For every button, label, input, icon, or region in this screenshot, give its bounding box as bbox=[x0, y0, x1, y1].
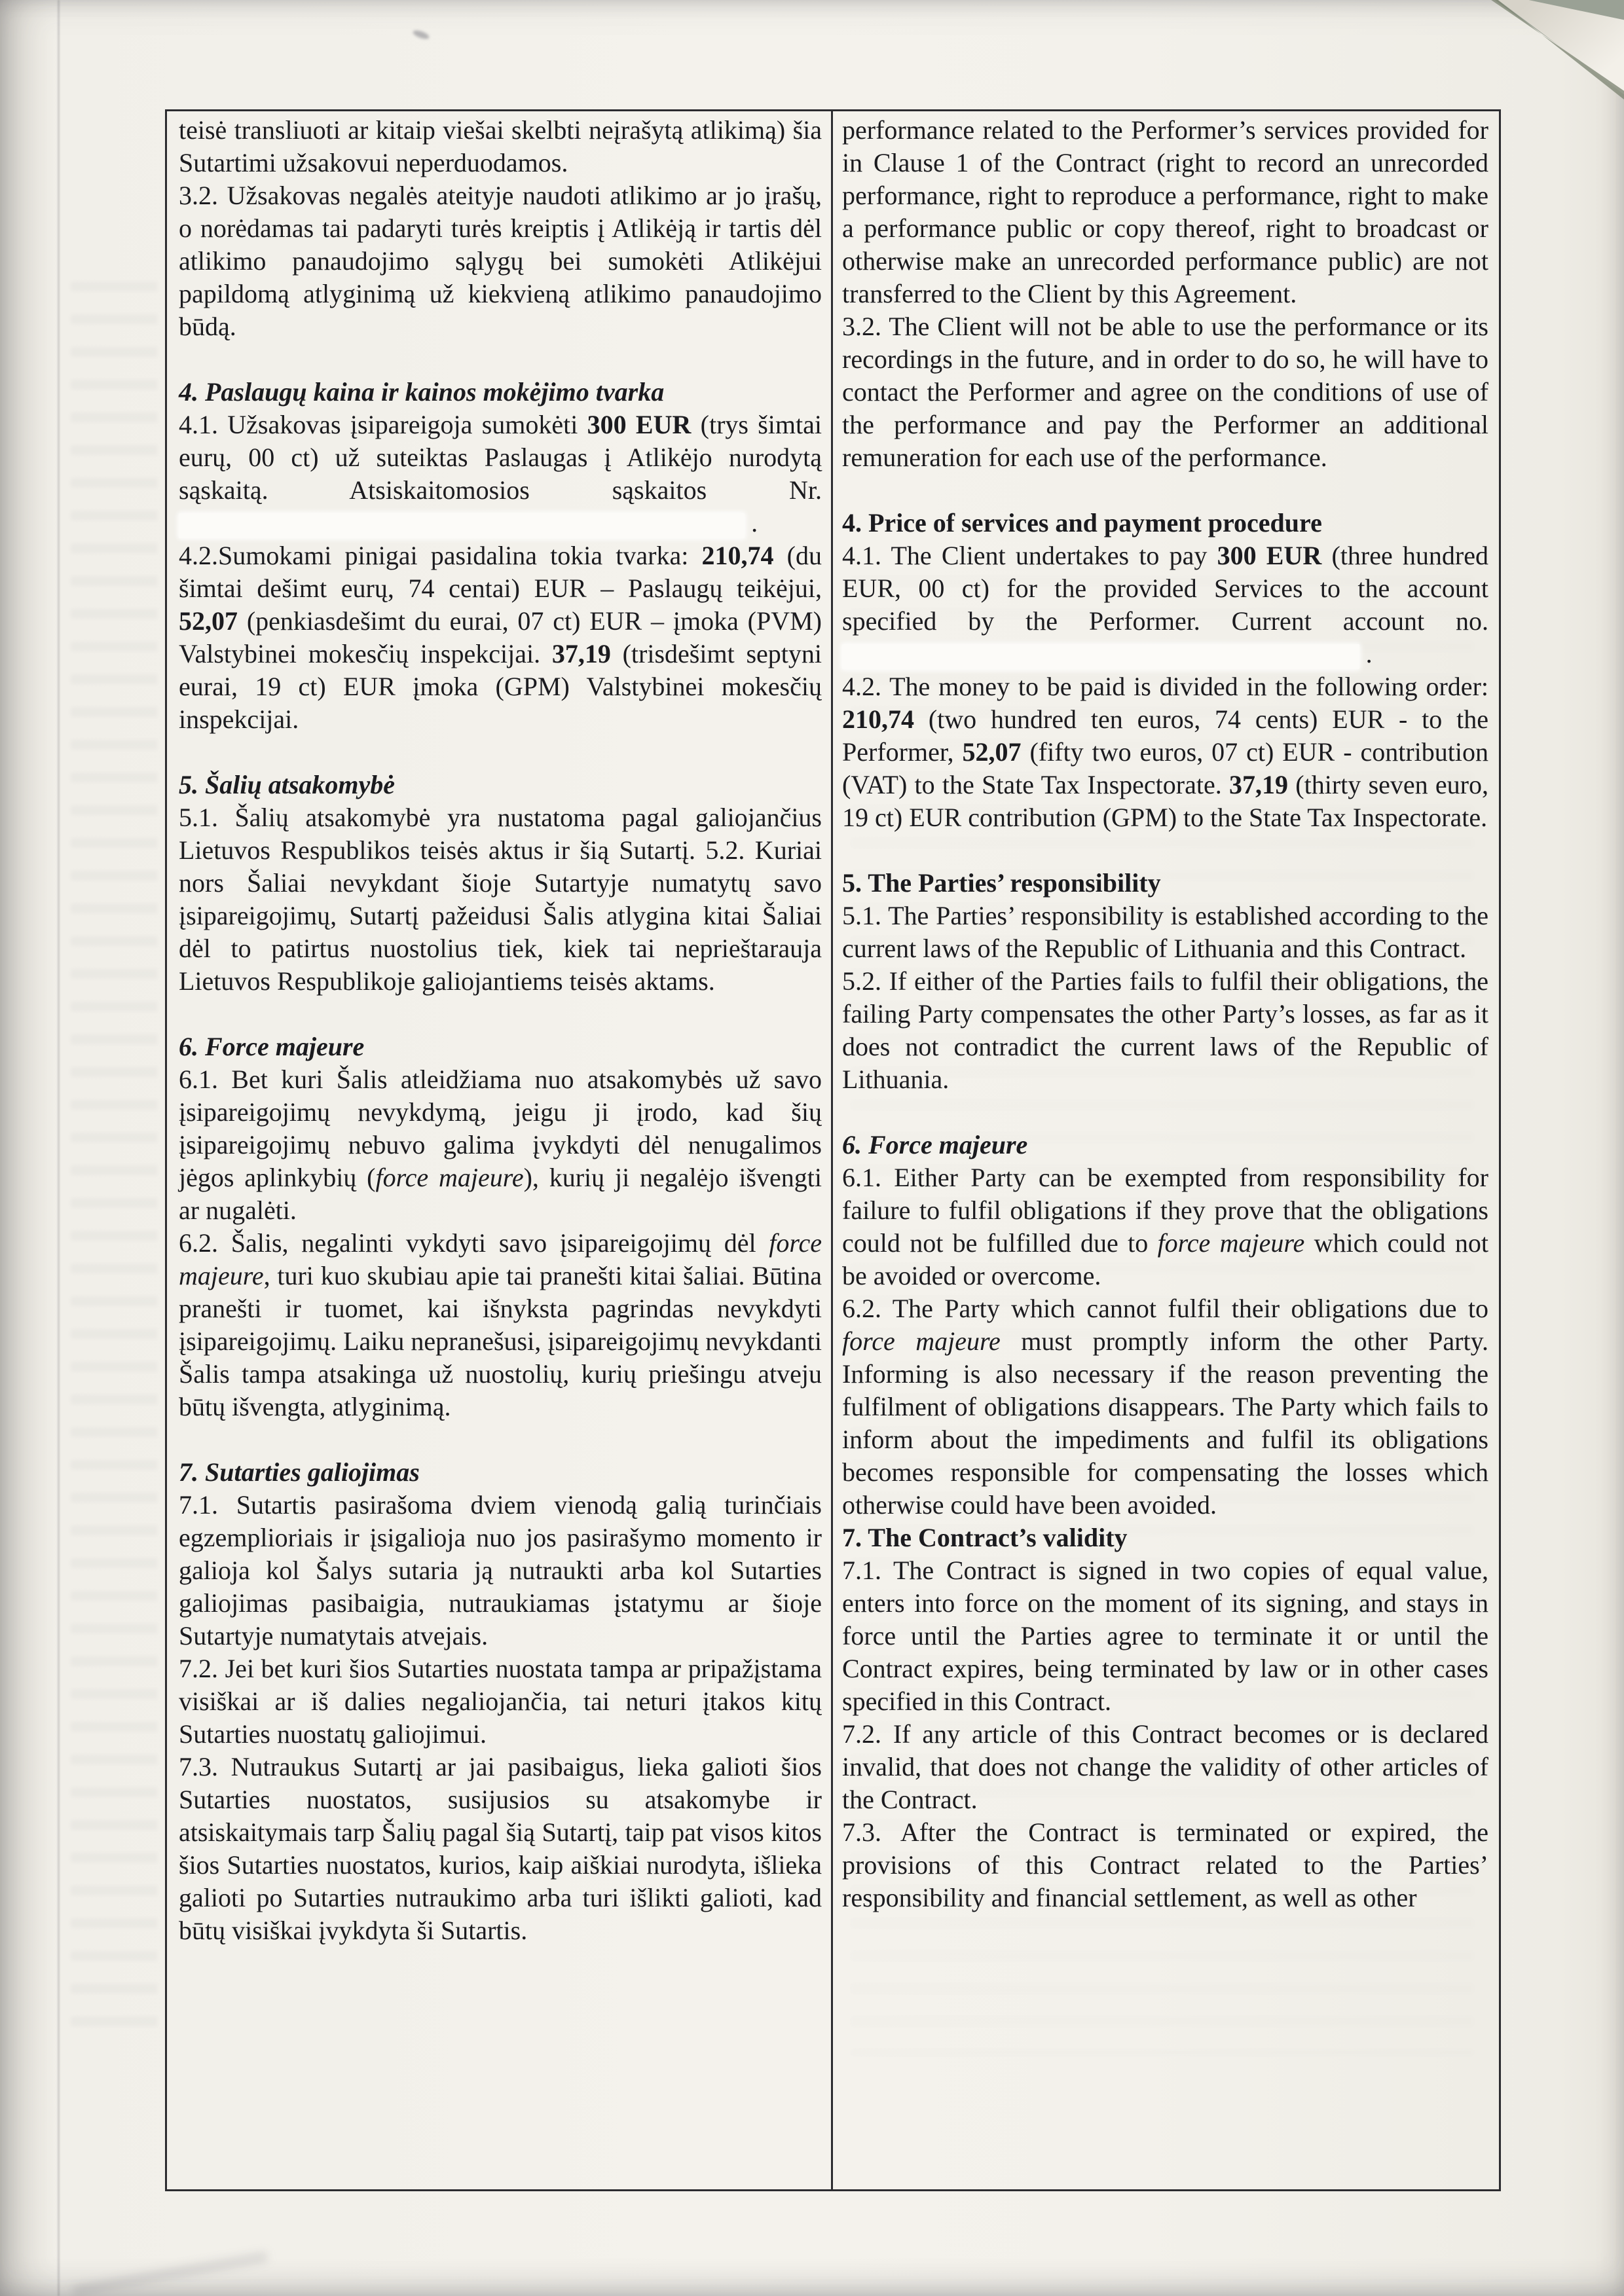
contract-paragraph bbox=[179, 539, 822, 736]
text-run: 300 EUR bbox=[1217, 541, 1322, 570]
text-run: must promptly inform the other Party. Informing is also necessary if the reason preventing the fulfilment of obligations disappears. The Party which fails to inform about the impediments and fulfil its obligations becomes responsible for compensating the losses which otherwise could have been avoided. bbox=[842, 1326, 1488, 1520]
text-run: (two hundred ten euros, 74 cents) EUR - to the Performer, bbox=[842, 704, 1488, 767]
text-run: 5.2. If either of the Parties fails to fulfil their obligations, the failing Party compensates the other Party’s losses, as far as it does not contradict the current laws of the Republic of Lithuania. bbox=[842, 966, 1488, 1094]
text-run: 5. The Parties’ responsibility bbox=[842, 868, 1161, 898]
text-run: (trys šimtai eurų, 00 ct) už suteiktas Paslaugas į Atlikėjo nurodytą sąskaitą. Atsiskaitomosios sąskaitos Nr. bbox=[179, 410, 822, 505]
text-run: 7.1. The Contract is signed in two copies of equal value, enters into force on the moment of its signing, and stays in force until the Parties agree to terminate it or until the Contract expires, being terminated by law or in other cases specified in this Contract. bbox=[842, 1556, 1488, 1716]
section-heading bbox=[842, 507, 1488, 539]
contract-paragraph bbox=[842, 1718, 1488, 1816]
scan-line-artifact bbox=[58, 0, 60, 2296]
redacted-account-number bbox=[842, 644, 1359, 669]
section-heading bbox=[179, 769, 822, 801]
text-run: 7.2. If any article of this Contract becomes or is declared invalid, that does not change the validity of other articles of the Contract. bbox=[842, 1719, 1488, 1814]
text-run: . bbox=[745, 508, 758, 538]
section-heading bbox=[842, 1129, 1488, 1161]
section-heading bbox=[179, 376, 822, 409]
text-run: 37,19 bbox=[551, 639, 611, 668]
text-run: 210,74 bbox=[842, 704, 914, 734]
contract-paragraph bbox=[842, 1161, 1488, 1292]
text-run: (trisdešimt septyni eurai, 19 ct) EUR įmoka (GPM) Valstybinei mokesčių inspekcijai. bbox=[179, 639, 822, 734]
text-run: which could not be avoided or overcome. bbox=[842, 1228, 1489, 1290]
contract-paragraph bbox=[179, 801, 822, 998]
stray-mark bbox=[412, 29, 430, 41]
text-run: 7. Sutarties galiojimas bbox=[179, 1457, 420, 1487]
text-run: 6.1. Either Party can be exempted from responsibility for failure to fulfil obligations if they prove that the obligations could not be fulfilled due to bbox=[842, 1163, 1488, 1258]
text-run: 300 EUR bbox=[587, 410, 692, 439]
text-run: (thirty seven euro, 19 ct) EUR contribution (GPM) to the State Tax Inspectorate. bbox=[842, 770, 1488, 832]
text-run: 6.2. The Party which cannot fulfil their obligations due to bbox=[842, 1294, 1488, 1323]
text-run: 4.1. The Client undertakes to pay bbox=[842, 541, 1217, 570]
contract-table bbox=[165, 109, 1501, 2191]
text-run: 52,07 bbox=[962, 737, 1022, 767]
text-run: ), kurių ji negalėjo išvengti ar nugalėti. bbox=[179, 1163, 822, 1225]
section-heading bbox=[842, 1522, 1488, 1554]
text-run: 4. Paslaugų kaina ir kainos mokėjimo tvarka bbox=[179, 377, 665, 407]
section-heading bbox=[842, 867, 1488, 900]
text-run: 5.1. Šalių atsakomybė yra nustatoma pagal galiojančius Lietuvos Respublikos teisės aktus ir šią Sutartį. 5.2. Kuriai nors Šaliai nevykdant šioje Sutartyje numatytų savo įsipareigojimų, Sutartį pažeidusi Šalis atlygina kitai Šaliai dėl to patirtus nuostolius tiek, kiek tai neprieštarauja Lietuvos Respublikoje galiojantiems teisės aktams. bbox=[179, 803, 822, 996]
contract-paragraph bbox=[179, 1751, 822, 1947]
text-run: 52,07 bbox=[179, 606, 238, 636]
text-run: force majeure bbox=[179, 1228, 822, 1290]
text-run: performance related to the Performer’s services provided for in Clause 1 of the Contract (right to record an unrecorded performance, right to reproduce a performance, right to make a performance public or copy thereof, right to broadcast or otherwise make an unrecorded performance public) are not transferred to the Client by this Agreement. bbox=[842, 115, 1488, 308]
text-run: 5.1. The Parties’ responsibility is established according to the current laws of the Republic of Lithuania and this Contract. bbox=[842, 901, 1488, 963]
paper-fold-flap bbox=[1454, 0, 1624, 124]
contract-paragraph bbox=[179, 1489, 822, 1652]
text-run: 6.2. Šalis, negalinti vykdyti savo įsipareigojimų dėl bbox=[179, 1228, 769, 1258]
text-run: 3.2. Užsakovas negalės ateityje naudoti atlikimo ar jo įrašų, o norėdamas tai padaryti turės kreiptis į Atlikėją ir tartis dėl atlikimo panaudojimo sąlygų bei sumokėti Atlikėjui papildomą atlyginimą už kiekvieną atlikimo panaudojimo būdą. bbox=[179, 181, 822, 341]
contract-paragraph bbox=[842, 1554, 1488, 1718]
contract-paragraph bbox=[842, 114, 1488, 310]
contract-paragraph bbox=[842, 310, 1488, 474]
contract-paragraph bbox=[179, 1063, 822, 1227]
contract-paragraph bbox=[179, 114, 822, 179]
text-run: (fifty two euros, 07 ct) EUR - contribution (VAT) to the State Tax Inspectorate. bbox=[842, 737, 1488, 799]
text-run: 4. Price of services and payment procedure bbox=[842, 508, 1322, 538]
text-run: teisė transliuoti ar kitaip viešai skelbti neįrašytą atlikimą) šia Sutartimi užsakovui neperduodamos. bbox=[179, 115, 822, 177]
contract-paragraph bbox=[842, 670, 1488, 834]
text-run: force majeure bbox=[1157, 1228, 1305, 1258]
text-run: 37,19 bbox=[1229, 770, 1289, 799]
contract-paragraph bbox=[842, 539, 1488, 670]
text-run: (du šimtai dešimt eurų, 74 centai) EUR – Paslaugų teikėjui, bbox=[179, 541, 822, 603]
contract-paragraph bbox=[179, 409, 822, 539]
section-heading bbox=[179, 1456, 822, 1489]
text-run: 4.1. Užsakovas įsipareigoja sumokėti bbox=[179, 410, 587, 439]
folded-corner bbox=[1454, 0, 1624, 124]
lithuanian-column bbox=[167, 111, 833, 2189]
contract-paragraph bbox=[842, 965, 1488, 1096]
text-run: . bbox=[1359, 639, 1373, 668]
text-run: 7.3. Nutraukus Sutartį ar jai pasibaigus, lieka galioti šios Sutarties nuostatos, susijusios su atsakomybe ir atsiskaitymais tarp Šalių pagal šią Sutartį, taip pat visos kitos šios Sutarties nuostatos, kurios, kaip aiškiai nurodyta, išlieka galioti po Sutarties nutraukimo arba turi išlikti galioti, kad būtų visiškai įvykdyta ši Sutartis. bbox=[179, 1752, 822, 1945]
text-run: 3.2. The Client will not be able to use the performance or its recordings in the future, and in order to do so, he will have to contact the Performer and agree on the conditions of use of the performance and pay the Performer an additional remuneration for each use of the performance. bbox=[842, 312, 1488, 472]
smudge-artifact bbox=[73, 2251, 268, 2296]
contract-paragraph bbox=[179, 1652, 822, 1751]
text-run: 4.2. The money to be paid is divided in the following order: bbox=[842, 672, 1488, 701]
text-run: 6. Force majeure bbox=[179, 1032, 365, 1061]
english-column bbox=[833, 111, 1499, 2189]
text-run: 6.1. Bet kuri Šalis atleidžiama nuo atsakomybės už savo įsipareigojimų nevykdymą, jeigu ji įrodo, kad šių įsipareigojimų nebuvo galima įvykdyti dėl nenugalimos jėgos aplinkybių ( bbox=[179, 1065, 822, 1192]
text-run: (three hundred EUR, 00 ct) for the provided Services to the account specified by the Performer. Current account no. bbox=[842, 541, 1488, 636]
section-heading bbox=[179, 1030, 822, 1063]
text-run: 7.3. After the Contract is terminated or expired, the provisions of this Contract related to the Parties’ responsibility and financial settlement, as well as other bbox=[842, 1817, 1488, 1912]
contract-paragraph bbox=[842, 1816, 1488, 1914]
redacted-account-number bbox=[179, 513, 745, 538]
text-run: , turi kuo skubiau apie tai pranešti kitai šaliai. Būtina pranešti ir tuomet, kai išnyksta pagrindas nevykdyti įsipareigojimų. Laiku nepranešusi, įsipareigojimų nevykdanti Šalis tampa atsakinga už nuostolių, kurių priešingu atveju būtų išvengta, atlyginimą. bbox=[179, 1261, 822, 1421]
bleed-through-artifact bbox=[71, 282, 157, 2036]
contract-paragraph bbox=[842, 900, 1488, 965]
contract-paragraph bbox=[179, 179, 822, 343]
text-run: 6. Force majeure bbox=[842, 1130, 1028, 1159]
text-run: (penkiasdešimt du eurai, 07 ct) EUR – įmoka (PVM) Valstybinei mokesčių inspekcijai. bbox=[179, 606, 822, 668]
text-run: 5. Šalių atsakomybė bbox=[179, 770, 396, 799]
contract-paragraph bbox=[179, 1227, 822, 1423]
text-run: 210,74 bbox=[701, 541, 774, 570]
contract-paragraph bbox=[842, 1292, 1488, 1522]
text-run: force majeure bbox=[375, 1163, 524, 1192]
text-run: 4.2.Sumokami pinigai pasidalina tokia tvarka: bbox=[179, 541, 702, 570]
text-run: 7.2. Jei bet kuri šios Sutarties nuostata tampa ar pripažįstama visiškai ar iš dalies negaliojančia, tai neturi įtakos kitų Sutarties nuostatų galiojimui. bbox=[179, 1654, 822, 1749]
text-run: 7. The Contract’s validity bbox=[842, 1523, 1128, 1552]
text-run: force majeure bbox=[842, 1326, 1001, 1356]
text-run: 7.1. Sutartis pasirašoma dviem vienodą galią turinčiais egzemplioriais ir įsigalioja nuo jos pasirašymo momento ir galioja kol Šalys sutaria ją nutraukti arba kol Sutarties galiojimas pasibaigia, nutraukiamas įstatymu ar šioje Sutartyje numatytais atvejais. bbox=[179, 1490, 822, 1650]
